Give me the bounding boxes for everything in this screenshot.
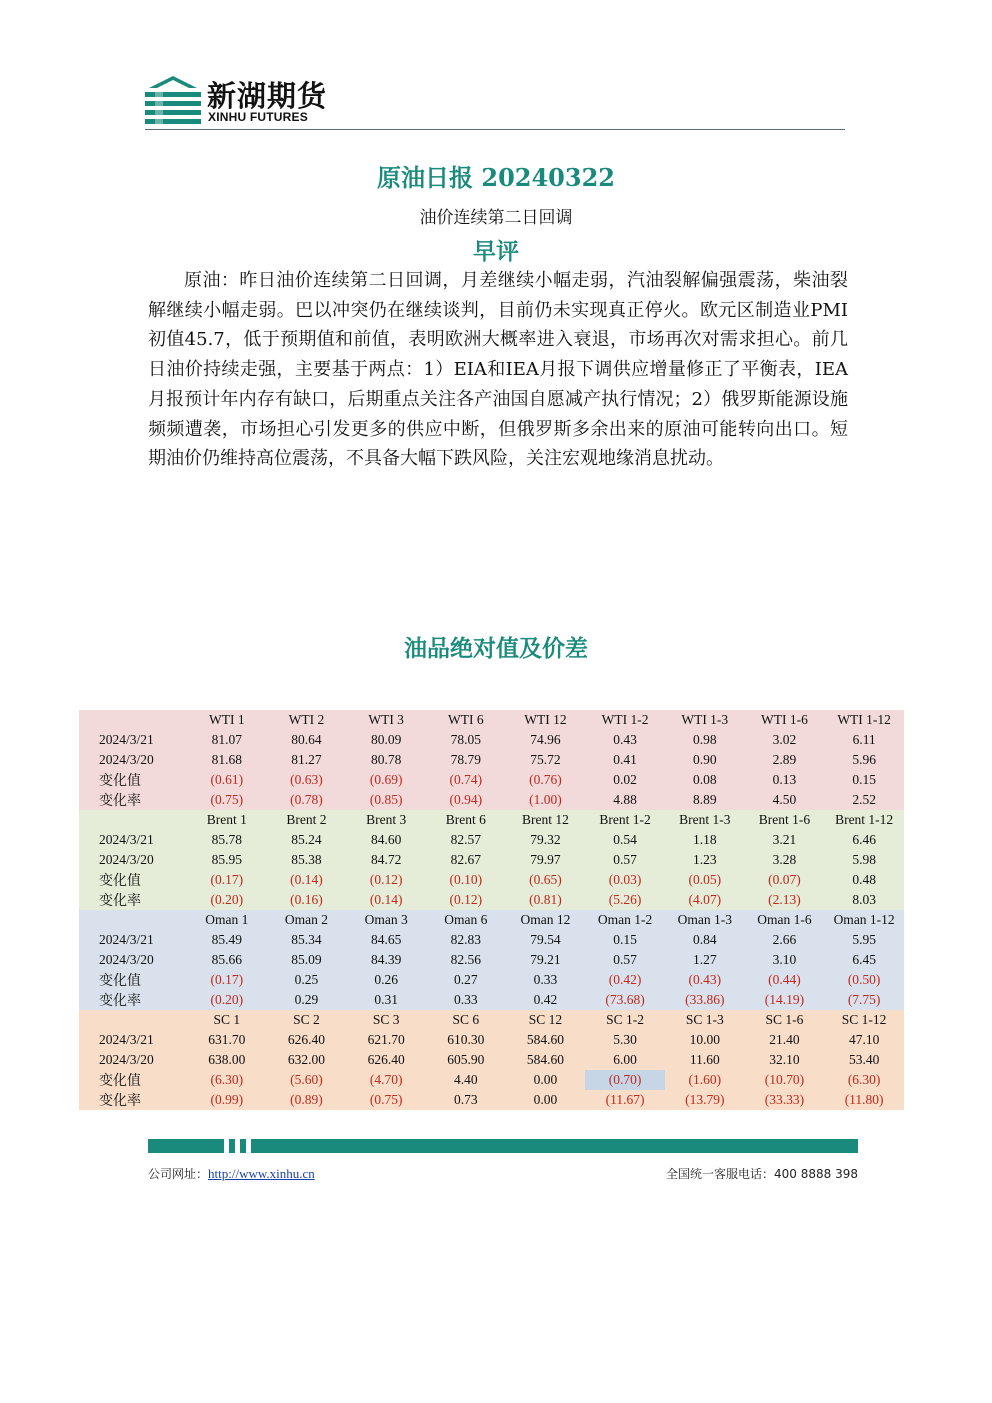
table-row: [79, 870, 904, 890]
table-row: [79, 1030, 904, 1050]
report-subtitle: 油价连续第二日回调: [419, 208, 573, 228]
table-cell: (0.81): [506, 890, 586, 910]
table-cell: 626.40: [267, 1030, 347, 1050]
table-cell: 0.54: [585, 830, 665, 850]
column-header: SC 6: [426, 1010, 506, 1030]
table-cell: 0.73: [426, 1090, 506, 1110]
footer-bar-right: [251, 1139, 858, 1153]
table-cell: 3.02: [745, 730, 825, 750]
table-cell: 84.72: [346, 850, 426, 870]
table-row: [79, 750, 904, 770]
table-cell: 0.33: [506, 970, 586, 990]
table-cell: 1.18: [665, 830, 745, 850]
table-cell: 82.67: [426, 850, 506, 870]
table-cell: (0.99): [187, 1090, 267, 1110]
table-cell: (4.70): [346, 1070, 426, 1090]
table-cell: (0.12): [346, 870, 426, 890]
table-cell: (1.60): [665, 1070, 745, 1090]
table-cell: (0.89): [267, 1090, 347, 1110]
header-divider: [145, 129, 845, 130]
table-cell: (11.80): [824, 1090, 904, 1110]
table-cell: 6.45: [824, 950, 904, 970]
table-row: [79, 930, 904, 950]
row-label: [79, 810, 187, 830]
table-cell: 610.30: [426, 1030, 506, 1050]
table-cell: 82.83: [426, 930, 506, 950]
row-label: [79, 910, 187, 930]
table-cell: 0.43: [585, 730, 665, 750]
table-cell: (6.30): [187, 1070, 267, 1090]
row-label: 2024/3/21: [79, 1030, 187, 1050]
commentary-paragraph: 原油：昨日油价连续第二日回调，月差继续小幅走弱，汽油裂解偏强震荡，柴油裂解继续小幅走弱。巴以冲突仍在继续谈判，目前仍未实现真正停火。欧元区制造业PMI初值45.7，低于预期值和前值，表明欧洲大概率进入衰退，市场再次对需求担心。前几日油价持续走强，主要基于两点：1）EIA和IEA月报下调供应增量修正了平衡表，IEA月报预计年内存有缺口，后期重点关注各产油国自愿减产执行情况；2）俄罗斯能源设施频频遭袭，市场担心引发更多的供应中断，但俄罗斯多余出来的原油可能转向出口。短期油价仍维持高位震荡，不具备大幅下跌风险，关注宏观地缘消息扰动。: [148, 270, 848, 470]
column-header: Oman 2: [267, 910, 347, 930]
table-cell: 85.24: [267, 830, 347, 850]
table-cell: (0.20): [187, 890, 267, 910]
table-cell: (14.19): [745, 990, 825, 1010]
table-cell: (0.03): [585, 870, 665, 890]
table-cell: 0.31: [346, 990, 426, 1010]
footer-bar-notch: [240, 1139, 246, 1153]
column-header: Brent 1-6: [745, 810, 825, 830]
column-header: Oman 6: [426, 910, 506, 930]
table-cell: 10.00: [665, 1030, 745, 1050]
table-cell: (0.44): [745, 970, 825, 990]
table-cell: (0.07): [745, 870, 825, 890]
table-cell: (0.69): [346, 770, 426, 790]
table-cell: (0.17): [187, 970, 267, 990]
table-cell: 84.65: [346, 930, 426, 950]
table-cell: 0.42: [506, 990, 586, 1010]
table-cell: (0.05): [665, 870, 745, 890]
table-cell: 626.40: [346, 1050, 426, 1070]
table-row: [79, 1050, 904, 1070]
footer-bar-notch: [229, 1139, 235, 1153]
table-cell: 631.70: [187, 1030, 267, 1050]
row-label: 2024/3/21: [79, 930, 187, 950]
table-cell: 6.11: [824, 730, 904, 750]
column-header: SC 2: [267, 1010, 347, 1030]
footer-hotline: 全国统一客服电话：400 8888 398: [666, 1167, 858, 1181]
table-cell: 80.09: [346, 730, 426, 750]
row-label: 变化率: [79, 990, 187, 1010]
table-cell: 0.00: [506, 1070, 586, 1090]
table-cell: 0.33: [426, 990, 506, 1010]
table-cell: 47.10: [824, 1030, 904, 1050]
column-header: Oman 1-12: [824, 910, 904, 930]
sc-header-row: [79, 1010, 904, 1030]
table-row: [79, 790, 904, 810]
table-cell: 3.21: [745, 830, 825, 850]
table-cell: 4.50: [745, 790, 825, 810]
table-cell: 8.89: [665, 790, 745, 810]
table-row: [79, 990, 904, 1010]
table-cell: (1.00): [506, 790, 586, 810]
table-cell: 3.10: [745, 950, 825, 970]
column-header: Oman 1-2: [585, 910, 665, 930]
table-cell: (0.94): [426, 790, 506, 810]
table-cell: 0.98: [665, 730, 745, 750]
table-cell: 79.21: [506, 950, 586, 970]
table-cell: (13.79): [665, 1090, 745, 1110]
table-cell: (0.12): [426, 890, 506, 910]
table-cell: (0.17): [187, 870, 267, 890]
table-cell: (33.33): [745, 1090, 825, 1110]
table-cell: 621.70: [346, 1030, 426, 1050]
table-cell: 0.84: [665, 930, 745, 950]
table-row: [79, 950, 904, 970]
table-cell: 78.05: [426, 730, 506, 750]
column-header: SC 1: [187, 1010, 267, 1030]
table-cell: (2.13): [745, 890, 825, 910]
table-cell: 0.29: [267, 990, 347, 1010]
column-header: Brent 6: [426, 810, 506, 830]
table-cell: (0.78): [267, 790, 347, 810]
column-header: WTI 3: [346, 710, 426, 730]
table-cell: 6.46: [824, 830, 904, 850]
table-cell: 85.66: [187, 950, 267, 970]
table-cell: 3.28: [745, 850, 825, 870]
section-title-price-spreads: 油品绝对值及价差: [404, 635, 588, 662]
table-cell: 75.72: [506, 750, 586, 770]
row-label: 2024/3/20: [79, 750, 187, 770]
table-cell: 74.96: [506, 730, 586, 750]
column-header: Brent 1: [187, 810, 267, 830]
table-cell: 0.02: [585, 770, 665, 790]
table-cell: 0.48: [824, 870, 904, 890]
table-row: [79, 970, 904, 990]
row-label: 2024/3/21: [79, 830, 187, 850]
row-label: 2024/3/20: [79, 950, 187, 970]
table-cell: 85.78: [187, 830, 267, 850]
table-row: [79, 850, 904, 870]
row-label: 变化值: [79, 870, 187, 890]
column-header: WTI 1: [187, 710, 267, 730]
column-header: SC 1-3: [665, 1010, 745, 1030]
table-cell: (0.70): [585, 1070, 665, 1090]
report-title: 原油日报 20240322: [377, 163, 615, 192]
table-cell: (0.65): [506, 870, 586, 890]
table-cell: (10.70): [745, 1070, 825, 1090]
logo-waves-icon: [145, 74, 201, 126]
oil-price-spread-table: [79, 710, 904, 1110]
table-cell: (0.14): [346, 890, 426, 910]
wti-header-row: [79, 710, 904, 730]
table-cell: (0.74): [426, 770, 506, 790]
table-cell: 81.27: [267, 750, 347, 770]
column-header: WTI 1-3: [665, 710, 745, 730]
table-cell: 1.27: [665, 950, 745, 970]
column-header: Brent 2: [267, 810, 347, 830]
column-header: Brent 3: [346, 810, 426, 830]
table-cell: 0.15: [585, 930, 665, 950]
table-cell: (7.75): [824, 990, 904, 1010]
table-cell: 80.64: [267, 730, 347, 750]
table-cell: 81.68: [187, 750, 267, 770]
column-header: WTI 12: [506, 710, 586, 730]
table-cell: (0.75): [346, 1090, 426, 1110]
table-cell: 584.60: [506, 1030, 586, 1050]
table-cell: 0.57: [585, 850, 665, 870]
brent-header-row: [79, 810, 904, 830]
row-label: 变化率: [79, 790, 187, 810]
table-cell: 53.40: [824, 1050, 904, 1070]
table-cell: 0.25: [267, 970, 347, 990]
table-cell: 85.49: [187, 930, 267, 950]
table-cell: 5.95: [824, 930, 904, 950]
section-title-morning-review: 早评: [473, 238, 519, 265]
column-header: SC 1-2: [585, 1010, 665, 1030]
table-cell: 8.03: [824, 890, 904, 910]
table-row: [79, 830, 904, 850]
table-cell: 2.66: [745, 930, 825, 950]
table-cell: (4.07): [665, 890, 745, 910]
table-cell: 632.00: [267, 1050, 347, 1070]
oman-header-row: [79, 910, 904, 930]
table-cell: 2.89: [745, 750, 825, 770]
column-header: WTI 1-6: [745, 710, 825, 730]
column-header: WTI 6: [426, 710, 506, 730]
table-row: [79, 1070, 904, 1090]
footer-website-label: 公司网址：: [148, 1167, 209, 1181]
logo-chinese-name: 新湖期货: [207, 79, 328, 113]
website-link[interactable]: http://www.xinhu.cn: [208, 1166, 315, 1181]
table-cell: 5.98: [824, 850, 904, 870]
table-cell: 85.95: [187, 850, 267, 870]
table-cell: (0.10): [426, 870, 506, 890]
table-cell: 81.07: [187, 730, 267, 750]
table-cell: 584.60: [506, 1050, 586, 1070]
row-label: 2024/3/20: [79, 850, 187, 870]
column-header: Oman 1: [187, 910, 267, 930]
table-cell: 4.40: [426, 1070, 506, 1090]
table-cell: (11.67): [585, 1090, 665, 1110]
table-cell: (73.68): [585, 990, 665, 1010]
table-row: [79, 1090, 904, 1110]
row-label: 变化值: [79, 1070, 187, 1090]
table-row: [79, 730, 904, 750]
table-cell: (0.16): [267, 890, 347, 910]
row-label: [79, 710, 187, 730]
table-cell: 79.54: [506, 930, 586, 950]
row-label: 2024/3/20: [79, 1050, 187, 1070]
column-header: Brent 1-3: [665, 810, 745, 830]
table-cell: 0.15: [824, 770, 904, 790]
column-header: Brent 1-2: [585, 810, 665, 830]
table-cell: (33.86): [665, 990, 745, 1010]
row-label: 2024/3/21: [79, 730, 187, 750]
table-cell: (0.43): [665, 970, 745, 990]
logo-english-name: XINHU FUTURES: [208, 110, 308, 124]
column-header: WTI 1-2: [585, 710, 665, 730]
column-header: SC 3: [346, 1010, 426, 1030]
column-header: SC 1-6: [745, 1010, 825, 1030]
table-cell: (0.63): [267, 770, 347, 790]
table-cell: 79.32: [506, 830, 586, 850]
table-cell: 4.88: [585, 790, 665, 810]
table-cell: 0.41: [585, 750, 665, 770]
table-cell: 2.52: [824, 790, 904, 810]
column-header: Brent 1-12: [824, 810, 904, 830]
table-cell: 85.38: [267, 850, 347, 870]
column-header: Brent 12: [506, 810, 586, 830]
table-cell: 32.10: [745, 1050, 825, 1070]
table-cell: (0.75): [187, 790, 267, 810]
table-cell: 79.97: [506, 850, 586, 870]
row-label: 变化率: [79, 1090, 187, 1110]
table-cell: (0.42): [585, 970, 665, 990]
table-cell: (6.30): [824, 1070, 904, 1090]
table-row: [79, 890, 904, 910]
table-row: [79, 770, 904, 790]
table-cell: 5.96: [824, 750, 904, 770]
column-header: WTI 1-12: [824, 710, 904, 730]
table-cell: 0.26: [346, 970, 426, 990]
table-cell: (0.61): [187, 770, 267, 790]
column-header: Oman 1-3: [665, 910, 745, 930]
table-cell: 82.56: [426, 950, 506, 970]
column-header: Oman 3: [346, 910, 426, 930]
table-cell: 85.09: [267, 950, 347, 970]
table-cell: 80.78: [346, 750, 426, 770]
table-cell: 0.13: [745, 770, 825, 790]
table-cell: 85.34: [267, 930, 347, 950]
table-cell: 0.57: [585, 950, 665, 970]
column-header: SC 1-12: [824, 1010, 904, 1030]
row-label: 变化率: [79, 890, 187, 910]
table-cell: 11.60: [665, 1050, 745, 1070]
table-cell: 0.08: [665, 770, 745, 790]
table-cell: 82.57: [426, 830, 506, 850]
footer-website: [148, 1165, 315, 1182]
table-cell: 84.60: [346, 830, 426, 850]
table-cell: (5.26): [585, 890, 665, 910]
table-cell: (0.85): [346, 790, 426, 810]
row-label: 变化值: [79, 770, 187, 790]
company-logo: [145, 72, 345, 128]
table-cell: 0.27: [426, 970, 506, 990]
table-cell: (0.14): [267, 870, 347, 890]
table-cell: (0.76): [506, 770, 586, 790]
table-cell: 638.00: [187, 1050, 267, 1070]
table-cell: (0.20): [187, 990, 267, 1010]
footer-bar-left: [148, 1139, 224, 1153]
table-cell: 5.30: [585, 1030, 665, 1050]
table-cell: (5.60): [267, 1070, 347, 1090]
column-header: Oman 12: [506, 910, 586, 930]
row-label: 变化值: [79, 970, 187, 990]
table-cell: 21.40: [745, 1030, 825, 1050]
table-cell: 0.00: [506, 1090, 586, 1110]
table-cell: 6.00: [585, 1050, 665, 1070]
column-header: WTI 2: [267, 710, 347, 730]
column-header: SC 12: [506, 1010, 586, 1030]
column-header: Oman 1-6: [745, 910, 825, 930]
row-label: [79, 1010, 187, 1030]
table-cell: 0.90: [665, 750, 745, 770]
table-cell: (0.50): [824, 970, 904, 990]
table-cell: 84.39: [346, 950, 426, 970]
table-cell: 78.79: [426, 750, 506, 770]
table-cell: 1.23: [665, 850, 745, 870]
table-cell: 605.90: [426, 1050, 506, 1070]
